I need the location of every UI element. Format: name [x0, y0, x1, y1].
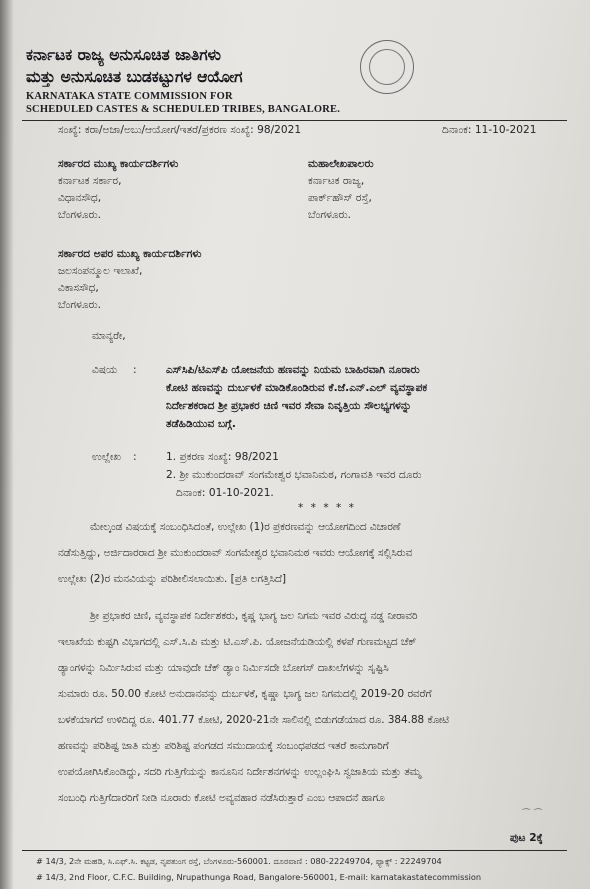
addressee-right1-line4: ಬೆಂಗಳೂರು. — [308, 209, 351, 221]
header-english-line2: SCHEDULED CASTES & SCHEDULED TRIBES, BANGALORE. — [26, 104, 341, 115]
paragraph2-line2: ಇಲಾಖೆಯ ಕುಷ್ಟಗಿ ವಿಭಾಗದಲ್ಲಿ ಎಸ್.ಸಿ.ಪಿ ಮತ್ತು ಟಿ.ಎಸ್.ಪಿ. ಯೋಜನೆಯಡಿಯಲ್ಲಿ ಕಳಪೆ ಗುಣಮಟ್ಟದ ಚೆಕ್ — [58, 636, 417, 648]
salutation: ಮಾನ್ಯರೇ, — [92, 330, 126, 342]
section-separator: * * * * * — [298, 502, 356, 514]
references-separator: : — [133, 451, 137, 463]
page-turn-note: ಪುಟ 2ಕ್ಕೆ — [510, 832, 543, 844]
reference-number: ಸಂಖ್ಯೆ: ಕರಾ/ಅಜಾ/ಅಬು/ಆಯೋಗ/ಇತರೆ/ಪ್ರಕರಣ ಸಂಖ್ಯೆ: 98/2021 — [58, 124, 302, 136]
paragraph2-line1: ಶ್ರೀ ಪ್ರಭಾಕರ ಚಿಣಿ, ವ್ಯವಸ್ಥಾಪಕ ನಿರ್ದೇಶಕರು, ಕೃಷ್ಣ ಭಾಗ್ಯ ಜಲ ನಿಗಮ ಇವರ ವಿರುದ್ಧ ನಡ್ಡ ನೀರಾವರಿ — [90, 610, 418, 622]
subject-line4: ತಡೆಹಿಡಿಯುವ ಬಗ್ಗೆ. — [166, 418, 236, 430]
subject-line3: ನಿರ್ದೇಶಕರಾದ ಶ್ರೀ ಪ್ರಭಾಕರ ಚಿಣಿ ಇವರ ಸೇವಾ ನಿವೃತ್ತಿಯ ಸೌಲಭ್ಯಗಳನ್ನು — [166, 400, 412, 412]
subject-label: ವಿಷಯ — [92, 364, 118, 376]
references-label: ಉಲ್ಲೇಖ — [92, 451, 122, 463]
addressee-left1-line3: ವಿಧಾನಸೌಧ, — [58, 192, 102, 204]
paragraph2-line3: ಡ್ಯಾಂಗಳನ್ನು ನಿರ್ಮಿಸಿರುವ ಮತ್ತು ಯಾವುದೇ ಚೆಕ್ ಡ್ಯಾಂ ನಿರ್ಮಿಸದೇ ಬೋಗಸ್ ದಾಖಲೆಗಳನ್ನು ಸೃಷ್ಟಿಸಿ — [58, 662, 389, 674]
subject-line1: ಎಸ್‌ಸಿಪಿ/ಟಿಎಸ್‌ಪಿ ಯೋಜನೆಯ ಹಣವನ್ನು ನಿಯಮ ಬಾಹಿರವಾಗಿ ನೂರಾರು — [166, 364, 420, 376]
addressee-left1-line1: ಸರ್ಕಾರದ ಮುಖ್ಯ ಕಾರ್ಯದರ್ಶಿಗಳು — [58, 158, 179, 170]
paragraph2-line5: ಬಳಕೆಯಾಗದೆ ಉಳಿದಿದ್ದ ರೂ. 401.77 ಕೋಟಿ, 2020-21ನೇ ಸಾಲಿನಲ್ಲಿ ಬಿಡುಗಡೆಯಾದ ರೂ. 384.88 ಕೋಟಿ — [58, 714, 449, 726]
paragraph1-line3: ಉಲ್ಲೇಖ (2)ರ ಮನವಿಯನ್ನು ಪರಿಶೀಲಿಸಲಾಯಿತು. [ಪ್ರತಿ ಲಗತ್ತಿಸಿದೆ] — [58, 573, 287, 585]
emblem-icon — [369, 49, 405, 85]
page-edge-shadow — [0, 0, 14, 889]
footer-address-english: # 14/3, 2nd Floor, C.F.C. Building, Nrupathunga Road, Bangalore-560001, E-mail: karnatakastatecommission — [36, 872, 482, 882]
addressee-left2-line3: ವಿಕಾಸಸೌಧ, — [58, 282, 99, 294]
addressee-left1-line4: ಬೆಂಗಳೂರು. — [58, 209, 101, 221]
paragraph2-line4: ಸುಮಾರು ರೂ. 50.00 ಕೋಟಿ ಅನುದಾನವನ್ನು ದುರ್ಬಳಕೆ, ಕೃಷ್ಣಾ ಭಾಗ್ಯ ಜಲ ನಿಗಮದಲ್ಲಿ 2019-20 ರವರೆಗೆ — [58, 688, 432, 700]
reference-item2: 2. ಶ್ರೀ ಮುಕುಂದರಾವ್ ಸಂಗಮೇಶ್ವರ ಭವಾನಿಮಠ, ಗಂಗಾವತಿ ಇವರ ದೂರು — [166, 469, 422, 481]
letter-date: ದಿನಾಂಕ: 11-10-2021 — [442, 124, 537, 136]
reference-item2-date: ದಿನಾಂಕ: 01-10-2021. — [176, 487, 274, 499]
paragraph2-line7: ಉಪಯೋಗಿಸಿಕೊಂಡಿದ್ದು, ಸದರಿ ಗುತ್ತಿಗೆಯನ್ನು ಕಾನೂನಿನ ನಿರ್ದೇಶನಗಳನ್ನು ಉಲ್ಲಂಘಿಸಿ ಸ್ವಜಾತಿಯ ಮತ್ತು ತಮ್ಮ — [58, 766, 422, 778]
state-emblem-seal — [360, 40, 414, 94]
header-kannada-line2: ಮತ್ತು ಅನುಸೂಚಿತ ಬುಡಕಟ್ಟುಗಳ ಆಯೋಗ — [26, 68, 243, 86]
paragraph1-line2: ನಡೆಸುತ್ತಿದ್ದು, ಅರ್ಜಿದಾರರಾದ ಶ್ರೀ ಮುಕುಂದರಾವ್ ಸಂಗಮೇಶ್ವರ ಭವಾನಿಮಠ ಇವರು ಆಯೋಗಕ್ಕೆ ಸಲ್ಲಿಸಿರುವ — [58, 547, 413, 559]
subject-line2: ಕೋಟಿ ಹಣವನ್ನು ದುರ್ಬಳಕೆ ಮಾಡಿಕೊಂಡಿರುವ ಕೆ.ಜೆ.ಎನ್.ಎಲ್ ವ್ಯವಸ್ಥಾಪಕ — [166, 382, 428, 394]
addressee-left2-line4: ಬೆಂಗಳೂರು. — [58, 299, 101, 311]
handwritten-initials: ⌒ ⌒ — [520, 809, 541, 819]
header-english-line1: KARNATAKA STATE COMMISSION FOR — [26, 91, 233, 102]
header-kannada-line1: ಕರ್ನಾಟಕ ರಾಜ್ಯ ಅನುಸೂಚಿತ ಜಾತಿಗಳು — [26, 46, 221, 64]
header-divider — [22, 120, 567, 121]
footer-address-kannada: # 14/3, 2ನೇ ಮಹಡಿ, ಸಿ.ಎಫ್.ಸಿ. ಕಟ್ಟಡ, ನೃಪತುಂಗ ರಸ್ತೆ, ಬೆಂಗಳೂರು-560001. ದೂರವಾಣಿ : 080-22249704, ಫ್ಯಾಕ್ಸ್ : 22249704 — [36, 856, 442, 866]
addressee-left2-line1: ಸರ್ಕಾರದ ಅಪರ ಮುಖ್ಯ ಕಾರ್ಯದರ್ಶಿಗಳು — [58, 248, 202, 260]
addressee-right1-line3: ಪಾರ್ಕ್‌ಹೌಸ್ ರಸ್ತೆ, — [308, 192, 372, 204]
addressee-left1-line2: ಕರ್ನಾಟಕ ಸರ್ಕಾರ, — [58, 175, 122, 187]
paragraph2-line8: ಸಂಬಂಧಿ ಗುತ್ತಿಗೆದಾರರಿಗೆ ನೀಡಿ ನೂರಾರು ಕೋಟಿ ಅವ್ಯವಹಾರ ನಡೆಸಿರುತ್ತಾರೆ ಎಂಬ ಆಪಾದನೆ ಹಾಗೂ — [58, 792, 385, 804]
reference-item1: 1. ಪ್ರಕರಣ ಸಂಖ್ಯೆ: 98/2021 — [166, 451, 279, 463]
addressee-left2-line2: ಜಲಸಂಪನ್ಮೂಲ ಇಲಾಖೆ, — [58, 265, 143, 277]
subject-separator: : — [133, 364, 137, 376]
footer-divider — [22, 850, 567, 851]
addressee-right1-line2: ಕರ್ನಾಟಕ ರಾಜ್ಯ, — [308, 175, 365, 187]
paragraph1-line1: ಮೇಲ್ಕಂಡ ವಿಷಯಕ್ಕೆ ಸಂಬಂಧಿಸಿದಂತೆ, ಉಲ್ಲೇಖ (1)ರ ಪ್ರಕರಣವನ್ನು ಆಯೋಗದಿಂದ ವಿಚಾರಣೆ — [90, 521, 401, 533]
addressee-right1-line1: ಮಹಾಲೇಖಪಾಲರು — [308, 158, 374, 170]
paragraph2-line6: ಹಣವನ್ನು ಪರಿಶಿಷ್ಟ ಜಾತಿ ಮತ್ತು ಪರಿಶಿಷ್ಟ ಪಂಗಡದ ಸಮುದಾಯಕ್ಕೆ ಸಂಬಂಧಪಡದ ಇತರೆ ಕಾಮಗಾರಿಗೆ — [58, 740, 389, 752]
